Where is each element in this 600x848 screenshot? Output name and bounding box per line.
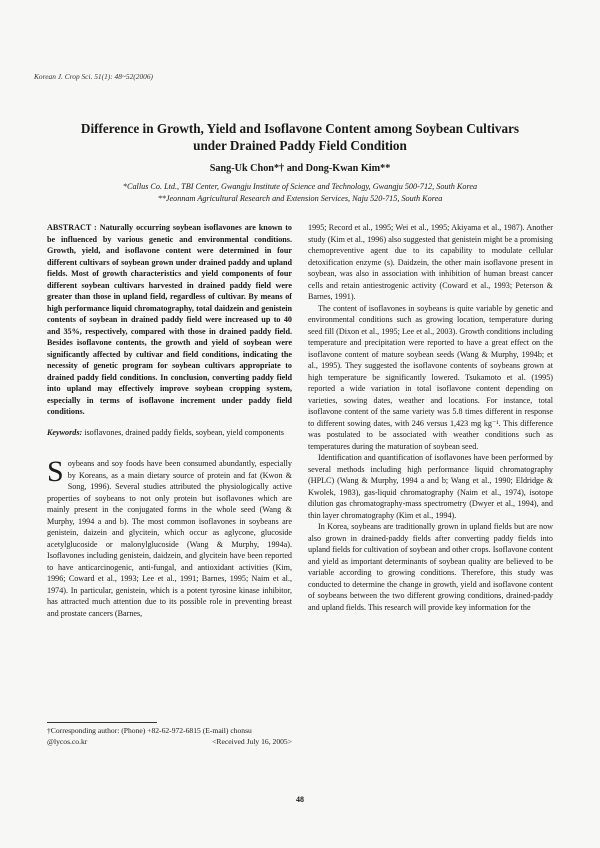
- page-number: 48: [296, 795, 304, 804]
- body-paragraph-1: 1995; Record et al., 1995; Wei et al., 1995; Akiyama et al., 1987). Another study (Kim et al., 1996) also suggested that genistein might be a promising chemopreventive agent due to its capability to modulate cellular detoxification enzyme (s). Daidzein, the other main isoflavone present in soybean, was also in association with inhibition of human breast cancer cells and retain antiestrogenic activity (Coward et al., 1993; Peterson & Barnes, 1991).: [308, 223, 553, 301]
- title-line-2: under Drained Paddy Field Condition: [193, 138, 407, 153]
- keywords-label: Keywords:: [47, 427, 83, 437]
- journal-citation: Korean J. Crop Sci. 51(1): 48~52(2006): [34, 72, 154, 81]
- left-column: [47, 222, 292, 619]
- abstract: ABSTRACT : Naturally occurring soybean isoflavones are known to be influenced by various genetic and environmental conditions. Growth, yield, and isoflavone content were determined in four different cultivars of soybean grown under drained paddy and upland fields. Most of growth characteristics and yield components of four different soybean cultivars harvested in drained paddy field were greater than those in upland field, regardless of cultivar. By means of high performance liquid chromatography, total daidzein and genistein contents of soybean in drained paddy field were increased up to 40 and 35%, respectively, compared with those in drained paddy field. Besides isoflavone contents, the growth and yield of soybean were significantly affected by cultivar and field conditions, indicating the necessity of genetic program for soybean cultivars appropriate to drained paddy field conditions. In conclusion, converting paddy field into upland may effectively improve soybean cropping system, especially in terms of isoflavone increment under paddy field conditions.: [47, 223, 292, 416]
- introduction-paragraph: [47, 455, 292, 619]
- keywords: [47, 427, 292, 439]
- footnote-email-tail: @lycos.co.kr: [47, 736, 88, 746]
- keywords-text: isoflavones, drained paddy fields, soybean, yield components: [84, 427, 284, 437]
- affiliation-1: *Callus Co. Ltd., TBI Center, Gwangju Institute of Science and Technology, Gwangju 500-712, South Korea: [122, 182, 478, 191]
- received-date: <Received July 16, 2005>: [212, 736, 292, 746]
- affiliation-2: **Jeonnam Agricultural Research and Extension Services, Naju 520-715, South Korea: [157, 194, 443, 203]
- body-paragraph-3: Identification and quantification of isoflavones have been performed by several methods including high performance liquid chromatography (HPLC) (Wang & Murphy, 1994 a and b; Wang et al., 1990; Eldridge & Kwolek, 1983), gas-liquid chromatography (Naim et al., 1974), isotope dilution gas chromatography-mass spectrometry (Dwyer et al., 1994), and thin layer chromatography (Kim et al., 1994).: [308, 453, 553, 520]
- title-line-1: Difference in Growth, Yield and Isoflavone Content among Soybean Cultivars: [80, 121, 520, 136]
- intro-text: oybeans and soy foods have been consumed abundantly, especially by Koreans, as a main dietary source of protein and fat (Kwon & Song, 1996). Several studies attributed the physiologically active properties of soybeans to not only protein but isoflavones which are mainly present in the conjugated forms in the whole seed (Wang & Murphy, 1994 a and b). The most common isoflavones in soybeans are genistein, daizein and glycitein, which occur as aglycone, glucoside acetylglucoside or malonylglucoside (Wang & Murphy, 1994a). Isoflavones including genistein, daidzein, and glycitein have been reported to have anticarcinogenic, anti-fungal, and antioxidant activities (Kim, 1996; Coward et al., 1993; Lee et al., 1991; Barnes, 1995; Naim et al., 1974). In particular, genistein, which is a potent tyrosine kinase inhibitor, has attracted much attention due to its possible role in preventing breast and prostate cancers (Barnes,: [47, 459, 292, 618]
- footnote-line-1: †Corresponding author: (Phone) +82-62-972-6815 (E-mail) chonsu: [47, 726, 252, 735]
- paper-title: [40, 120, 560, 154]
- dropcap-letter: S: [47, 455, 64, 488]
- footnote: [47, 726, 292, 747]
- body-paragraph-4: In Korea, soybeans are traditionally grown in upland fields but are now also grown in drained-paddy fields after converting paddy fields into upland fields for cultivation of soybean and other crops. Isoflavone content and yield as important determinants of soybean quality are believed to be variable according to growing conditions. Therefore, this study was conducted to determine the change in growth, yield and isoflavone content of soybeans between the two different growing conditions, drained-paddy and upland fields. This research will provide key information for the: [308, 522, 553, 612]
- authors: Sang-Uk Chon*† and Dong-Kwan Kim**: [209, 163, 391, 174]
- footnote-divider: [47, 722, 157, 723]
- right-column: [308, 222, 553, 613]
- body-paragraph-2: The content of isoflavones in soybeans is quite variable by genetic and environmental conditions such as growing location, temperature during seed fill (Dixon et al., 1995; Lee et al., 2003). Growth conditions including temperature and precipitation were reported to have a great effect on the isoflavone content of mature soybean seeds (Wang & Murphy, 1994b; et al., 1995). They suggested the isoflavone contents of soybeans grown at high temperature be significantly lowered. Tsukamoto et al. (1995) reported a wide variation in total isoflavone content depending on varieties, sowing dates, weather and locations. For instance, total isoflavone content of the same variety was 5.8 times different in response to different sowing dates, with 246 versus 1,423 mg kg⁻¹. This difference was postulated to be associated with weather conditions such as temperatures during the maturation of soybean seed.: [308, 303, 553, 451]
